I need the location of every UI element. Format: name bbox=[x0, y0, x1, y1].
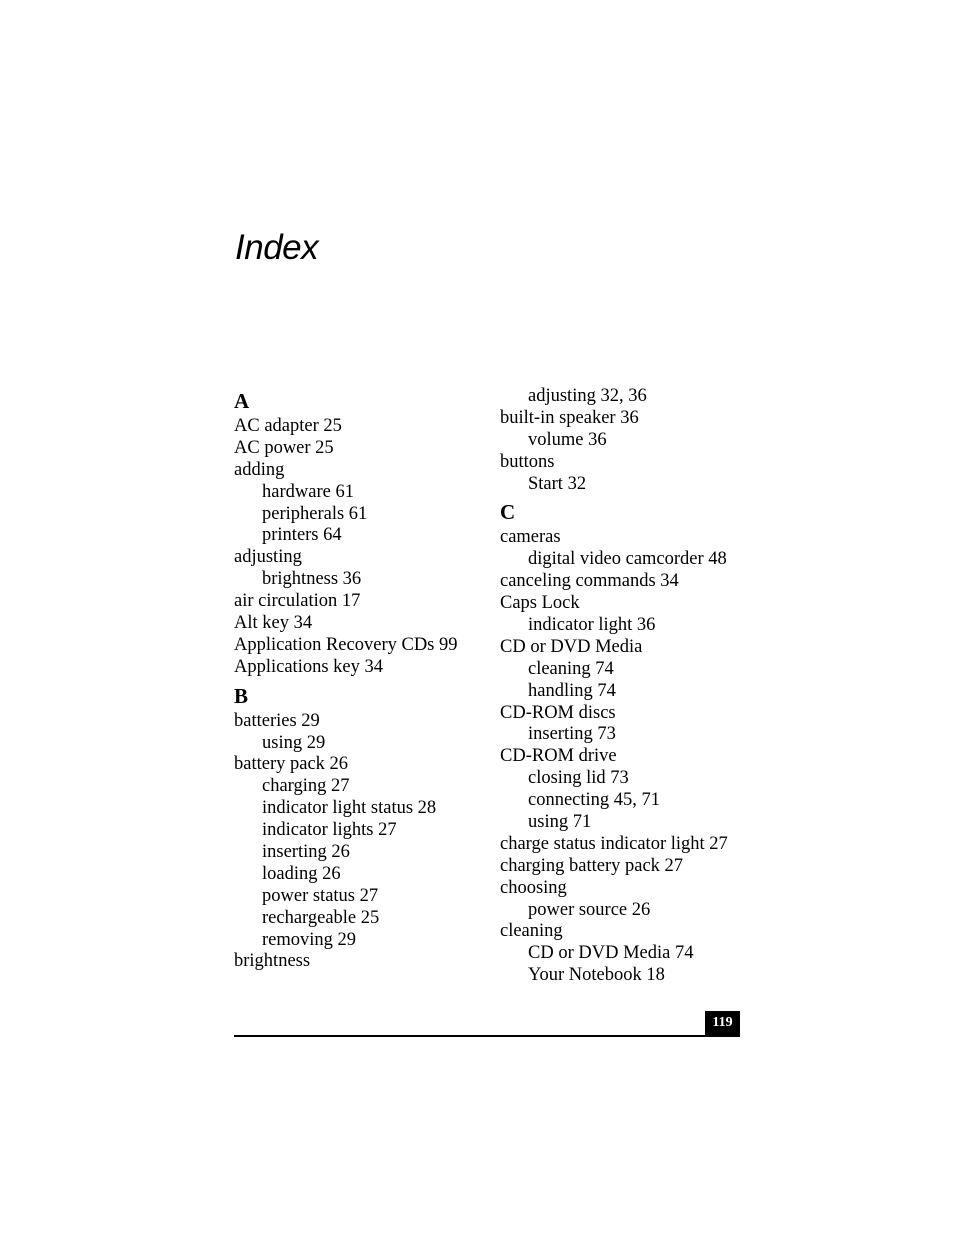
index-entry: charging battery pack 27 bbox=[500, 855, 684, 876]
section-letter: A bbox=[234, 389, 250, 413]
section-letter: B bbox=[234, 683, 249, 708]
index-entry: choosing bbox=[500, 877, 567, 898]
index-column-left bbox=[234, 386, 494, 973]
index-subentry: printers 64 bbox=[262, 525, 342, 546]
page-title: Index bbox=[235, 228, 319, 267]
index-subentry: connecting 45, 71 bbox=[528, 790, 661, 811]
index-subentry: using 71 bbox=[528, 812, 592, 833]
index-subentry: Your Notebook 18 bbox=[528, 965, 665, 986]
index-entry: adjusting bbox=[234, 547, 302, 568]
index-entry: adding bbox=[234, 459, 285, 480]
index-subentry: rechargeable 25 bbox=[262, 907, 380, 928]
index-subentry: adjusting 32, 36 bbox=[528, 386, 647, 406]
index-entry: air circulation 17 bbox=[234, 591, 361, 612]
index-entry: CD-ROM discs bbox=[500, 702, 616, 723]
index-entry: buttons bbox=[500, 451, 555, 472]
index-subentry: hardware 61 bbox=[262, 481, 354, 502]
index-subentry: indicator lights 27 bbox=[262, 820, 397, 841]
index-entry: batteries 29 bbox=[234, 710, 320, 731]
index-subentry: CD or DVD Media 74 bbox=[528, 943, 694, 964]
index-subentry: loading 26 bbox=[262, 863, 341, 884]
index-subentry: power source 26 bbox=[528, 899, 651, 920]
index-subentry: inserting 26 bbox=[262, 842, 350, 863]
footer-rule bbox=[234, 1035, 739, 1037]
index-entry: Caps Lock bbox=[500, 593, 580, 614]
index-entry: CD-ROM drive bbox=[500, 746, 617, 767]
index-subentry: indicator light 36 bbox=[528, 615, 656, 636]
index-entry: charge status indicator light 27 bbox=[500, 833, 728, 854]
index-subentry: using 29 bbox=[262, 732, 326, 753]
index-entry: Application Recovery CDs 99 bbox=[234, 634, 458, 655]
index-entry: cleaning bbox=[500, 921, 563, 942]
index-entry: Alt key 34 bbox=[234, 613, 313, 634]
index-entry: AC adapter 25 bbox=[234, 416, 342, 436]
section-letter: C bbox=[500, 500, 516, 525]
index-subentry: removing 29 bbox=[262, 929, 357, 950]
index-subentry: handling 74 bbox=[528, 680, 616, 701]
index-entry: cameras bbox=[500, 527, 561, 548]
page-number: 119 bbox=[705, 1011, 740, 1037]
index-subentry: volume 36 bbox=[528, 429, 607, 450]
index-subentry: charging 27 bbox=[262, 776, 350, 797]
index-column-right bbox=[500, 386, 750, 987]
index-entry: battery pack 26 bbox=[234, 754, 349, 775]
index-subentry: indicator light status 28 bbox=[262, 798, 437, 819]
index-subentry: peripherals 61 bbox=[262, 503, 368, 524]
index-entry: canceling commands 34 bbox=[500, 571, 679, 592]
index-subentry: digital video camcorder 48 bbox=[528, 549, 727, 570]
index-subentry: cleaning 74 bbox=[528, 658, 614, 679]
index-entry: brightness bbox=[234, 951, 311, 972]
index-subentry: power status 27 bbox=[262, 885, 379, 906]
index-entry: CD or DVD Media bbox=[500, 636, 643, 657]
index-entry: built-in speaker 36 bbox=[500, 407, 639, 428]
index-subentry: closing lid 73 bbox=[528, 768, 629, 789]
index-subentry: Start 32 bbox=[528, 473, 587, 494]
index-subentry: brightness 36 bbox=[262, 569, 362, 590]
index-subentry: inserting 73 bbox=[528, 724, 616, 745]
index-entry: Applications key 34 bbox=[234, 656, 384, 677]
index-entry: AC power 25 bbox=[234, 437, 334, 458]
